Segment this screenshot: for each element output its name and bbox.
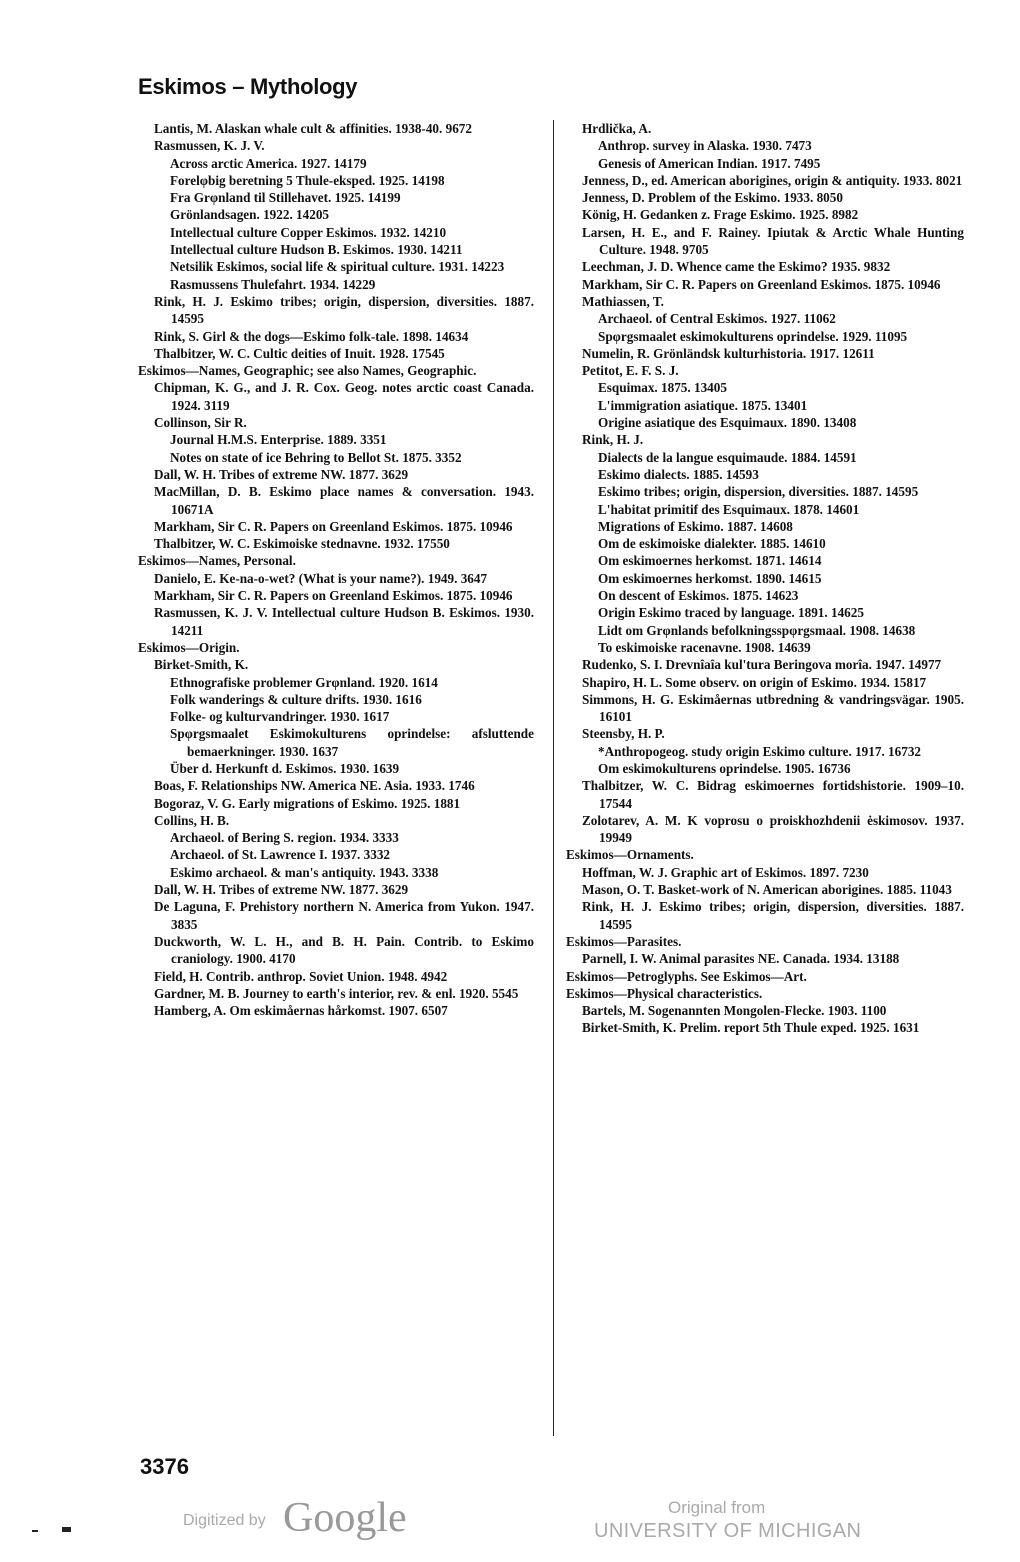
index-entry: Jenness, D. Problem of the Eskimo. 1933. 8050: [582, 190, 843, 206]
index-entry: Eskimo tribes; origin, dispersion, diversities. 1887. 14595: [598, 484, 919, 500]
index-entry: Hoffman, W. J. Graphic art of Eskimos. 1897. 7230: [582, 864, 869, 880]
index-entry: Ethnografiske problemer Grφnland. 1920. 1614: [170, 674, 438, 690]
index-entry: Dall, W. H. Tribes of extreme NW. 1877. 3629: [154, 882, 409, 898]
index-column-left: [138, 120, 534, 1019]
index-entry: Bartels, M. Sogenannten Mongolen-Flecke. 1903. 1100: [582, 1003, 887, 1019]
index-entry: Rudenko, S. I. Drevnîaîa kul'tura Beringova morîa. 1947. 14977: [582, 657, 942, 673]
index-entry: Eskimo dialects. 1885. 14593: [598, 466, 759, 482]
index-entry: Parnell, I. W. Animal parasites NE. Canada. 1934. 13188: [582, 951, 900, 967]
index-entry: Jenness, D., ed. American aborigines, origin & antiquity. 1933. 8021: [582, 172, 963, 188]
original-from-label: Original from: [668, 1498, 766, 1517]
index-entry: Rink, H. J. Eskimo tribes; origin, dispersion, diversities. 1887. 14595: [154, 293, 534, 327]
index-entry: Rasmussen, K. J. V.: [154, 138, 265, 154]
index-entry: Across arctic America. 1927. 14179: [170, 155, 367, 171]
page-title: Eskimos – Mythology: [138, 74, 358, 99]
subject-heading: Eskimos—Physical characteristics.: [566, 985, 763, 1001]
index-entry: Dialects de la langue esquimaude. 1884. 14591: [598, 449, 857, 465]
index-entry: Collins, H. B.: [154, 812, 230, 828]
index-entry: Folk wanderings & culture drifts. 1930. 1616: [170, 691, 422, 707]
digitized-by-label: Digitized by: [183, 1512, 266, 1529]
index-entry: Boas, F. Relationships NW. America NE. Asia. 1933. 1746: [154, 778, 475, 794]
index-entry: Zolotarev, A. M. K voprosu o proiskhozhdenii ėskimosov. 1937. 19949: [582, 812, 964, 846]
index-entry: Fra Grφnland til Stillehavet. 1925. 14199: [170, 190, 401, 206]
index-entry: Om eskimokulturens oprindelse. 1905. 16736: [598, 760, 851, 776]
index-entry: Hamberg, A. Om eskimåernas hårkomst. 1907. 6507: [154, 1003, 448, 1019]
index-entry: Markham, Sir C. R. Papers on Greenland Eskimos. 1875. 10946: [582, 276, 941, 292]
index-entry: Chipman, K. G., and J. R. Cox. Geog. notes arctic coast Canada. 1924. 3119: [154, 380, 534, 413]
index-entry: Petitot, E. F. S. J.: [582, 363, 679, 379]
index-entry: Leechman, J. D. Whence came the Eskimo? 1935. 9832: [582, 259, 891, 275]
index-entry: Spφrgsmaalet Eskimokulturens oprindelse: afsluttende bemaerkninger. 1930. 1637: [170, 726, 534, 759]
scan-mark: [62, 1527, 71, 1532]
index-entry: Intellectual culture Copper Eskimos. 1932. 14210: [170, 224, 447, 240]
index-entry: Birket-Smith, K. Prelim. report 5th Thule exped. 1925. 1631: [582, 1020, 920, 1036]
google-logo: Google: [283, 1495, 407, 1541]
index-entry: Rink, H. J.: [582, 432, 644, 448]
index-entry: De Laguna, F. Prehistory northern N. America from Yukon. 1947. 3835: [154, 899, 534, 932]
index-entry: MacMillan, D. B. Eskimo place names & conversation. 1943. 10671A: [154, 484, 534, 517]
page-number: 3376: [140, 1454, 189, 1479]
index-entry: Spφrgsmaalet eskimokulturens oprindelse. 1929. 11095: [598, 328, 908, 344]
index-entry: Intellectual culture Hudson B. Eskimos. 1930. 14211: [170, 242, 463, 258]
index-entry: Anthrop. survey in Alaska. 1930. 7473: [598, 138, 812, 154]
index-entry: Duckworth, W. L. H., and B. H. Pain. Contrib. to Eskimo craniology. 1900. 4170: [154, 933, 534, 967]
index-entry: Collinson, Sir R.: [154, 415, 247, 431]
index-entry: Birket-Smith, K.: [154, 657, 249, 673]
index-entry: Journal H.M.S. Enterprise. 1889. 3351: [170, 432, 387, 448]
index-entry: Netsilik Eskimos, social life & spiritual culture. 1931. 14223: [170, 259, 505, 275]
index-entry: Mathiassen, T.: [582, 293, 664, 309]
index-entry: Larsen, H. E., and F. Rainey. Ipiutak & Arctic Whale Hunting Culture. 1948. 9705: [582, 224, 964, 258]
index-entry: To eskimoiske racenavne. 1908. 14639: [598, 639, 811, 655]
column-divider: [553, 120, 554, 1436]
institution-label: UNIVERSITY OF MICHIGAN: [594, 1520, 862, 1542]
index-entry: Rasmussen, K. J. V. Intellectual culture Hudson B. Eskimos. 1930. 14211: [154, 605, 534, 638]
subject-heading: Eskimos—Parasites.: [566, 933, 682, 949]
index-entry: Lantis, M. Alaskan whale cult & affinities. 1938-40. 9672: [154, 121, 472, 136]
index-entry: Origin Eskimo traced by language. 1891. 14625: [598, 605, 864, 621]
index-entry: Shapiro, H. L. Some observ. on origin of Eskimo. 1934. 15817: [582, 674, 927, 690]
subject-heading: Eskimos—Petroglyphs. See Eskimos—Art.: [566, 968, 807, 984]
index-entry: Forelφbig beretning 5 Thule-eksped. 1925. 14198: [170, 172, 445, 188]
index-entry: Steensby, H. P.: [582, 726, 665, 742]
index-entry: *Anthropogeog. study origin Eskimo culture. 1917. 16732: [598, 743, 922, 759]
index-entry: Om eskimoernes herkomst. 1871. 14614: [598, 553, 822, 569]
index-entry: Migrations of Eskimo. 1887. 14608: [598, 518, 793, 534]
index-entry: Markham, Sir C. R. Papers on Greenland Eskimos. 1875. 10946: [154, 588, 513, 604]
subject-heading: Eskimos—Names, Geographic; see also Names, Geographic.: [138, 363, 477, 379]
index-entry: Rink, S. Girl & the dogs—Eskimo folk-tale. 1898. 14634: [154, 328, 469, 344]
index-entry: Simmons, H. G. Eskimåernas utbredning & vandringsvägar. 1905. 16101: [582, 691, 964, 725]
index-column-right: [566, 120, 964, 1037]
index-entry: Gardner, M. B. Journey to earth's interior, rev. & enl. 1920. 5545: [154, 985, 519, 1001]
index-entry: Dall, W. H. Tribes of extreme NW. 1877. 3629: [154, 466, 409, 482]
index-entry: Numelin, R. Grönländsk kulturhistoria. 1917. 12611: [582, 345, 875, 361]
index-entry: Bogoraz, V. G. Early migrations of Eskimo. 1925. 1881: [154, 795, 461, 811]
index-entry: Hrdlička, A.: [582, 121, 652, 136]
subject-heading: Eskimos—Ornaments.: [566, 847, 694, 863]
index-entry: Thalbitzer, W. C. Eskimoiske stednavne. 1932. 17550: [154, 536, 450, 552]
index-entry: Archaeol. of Bering S. region. 1934. 3333: [170, 830, 399, 846]
index-entry: Folke- og kulturvandringer. 1930. 1617: [170, 709, 390, 725]
index-entry: Archaeol. of Central Eskimos. 1927. 11062: [598, 311, 836, 327]
scan-mark: [32, 1530, 38, 1532]
index-entry: Rink, H. J. Eskimo tribes; origin, dispersion, diversities. 1887. 14595: [582, 899, 964, 932]
index-entry: Field, H. Contrib. anthrop. Soviet Union. 1948. 4942: [154, 968, 448, 984]
index-entry: Eskimo archaeol. & man's antiquity. 1943. 3338: [170, 864, 439, 880]
index-entry: Notes on state of ice Behring to Bellot St. 1875. 3352: [170, 449, 462, 465]
index-entry: Archaeol. of St. Lawrence I. 1937. 3332: [170, 847, 391, 863]
index-entry: Rasmussens Thulefahrt. 1934. 14229: [170, 276, 376, 292]
index-entry: Om eskimoernes herkomst. 1890. 14615: [598, 570, 822, 586]
index-entry: L'habitat primitif des Esquimaux. 1878. 14601: [598, 501, 860, 517]
index-entry: König, H. Gedanken z. Frage Eskimo. 1925. 8982: [582, 207, 859, 223]
index-entry: Om de eskimoiske dialekter. 1885. 14610: [598, 536, 826, 552]
index-entry: Mason, O. T. Basket-work of N. American aborigines. 1885. 11043: [582, 882, 952, 898]
index-entry: Lidt om Grφnlands befolkningsspφrgsmaal. 1908. 14638: [598, 622, 916, 638]
index-entry: Danielo, E. Ke-na-o-wet? (What is your name?). 1949. 3647: [154, 570, 488, 586]
subject-heading: Eskimos—Origin.: [138, 639, 240, 655]
index-entry: Genesis of American Indian. 1917. 7495: [598, 155, 821, 171]
index-entry: On descent of Eskimos. 1875. 14623: [598, 588, 799, 604]
subject-heading: Eskimos—Names, Personal.: [138, 553, 296, 569]
index-entry: L'immigration asiatique. 1875. 13401: [598, 397, 808, 413]
index-entry: Thalbitzer, W. C. Bidrag eskimoernes fortidshistorie. 1909–10. 17544: [582, 778, 964, 811]
index-entry: Über d. Herkunft d. Eskimos. 1930. 1639: [170, 760, 400, 776]
index-entry: Origine asiatique des Esquimaux. 1890. 13408: [598, 415, 857, 431]
index-entry: Markham, Sir C. R. Papers on Greenland Eskimos. 1875. 10946: [154, 518, 513, 534]
index-entry: Thalbitzer, W. C. Cultic deities of Inuit. 1928. 17545: [154, 345, 445, 361]
index-entry: Esquimax. 1875. 13405: [598, 380, 727, 396]
index-entry: Grönlandsagen. 1922. 14205: [170, 207, 330, 223]
